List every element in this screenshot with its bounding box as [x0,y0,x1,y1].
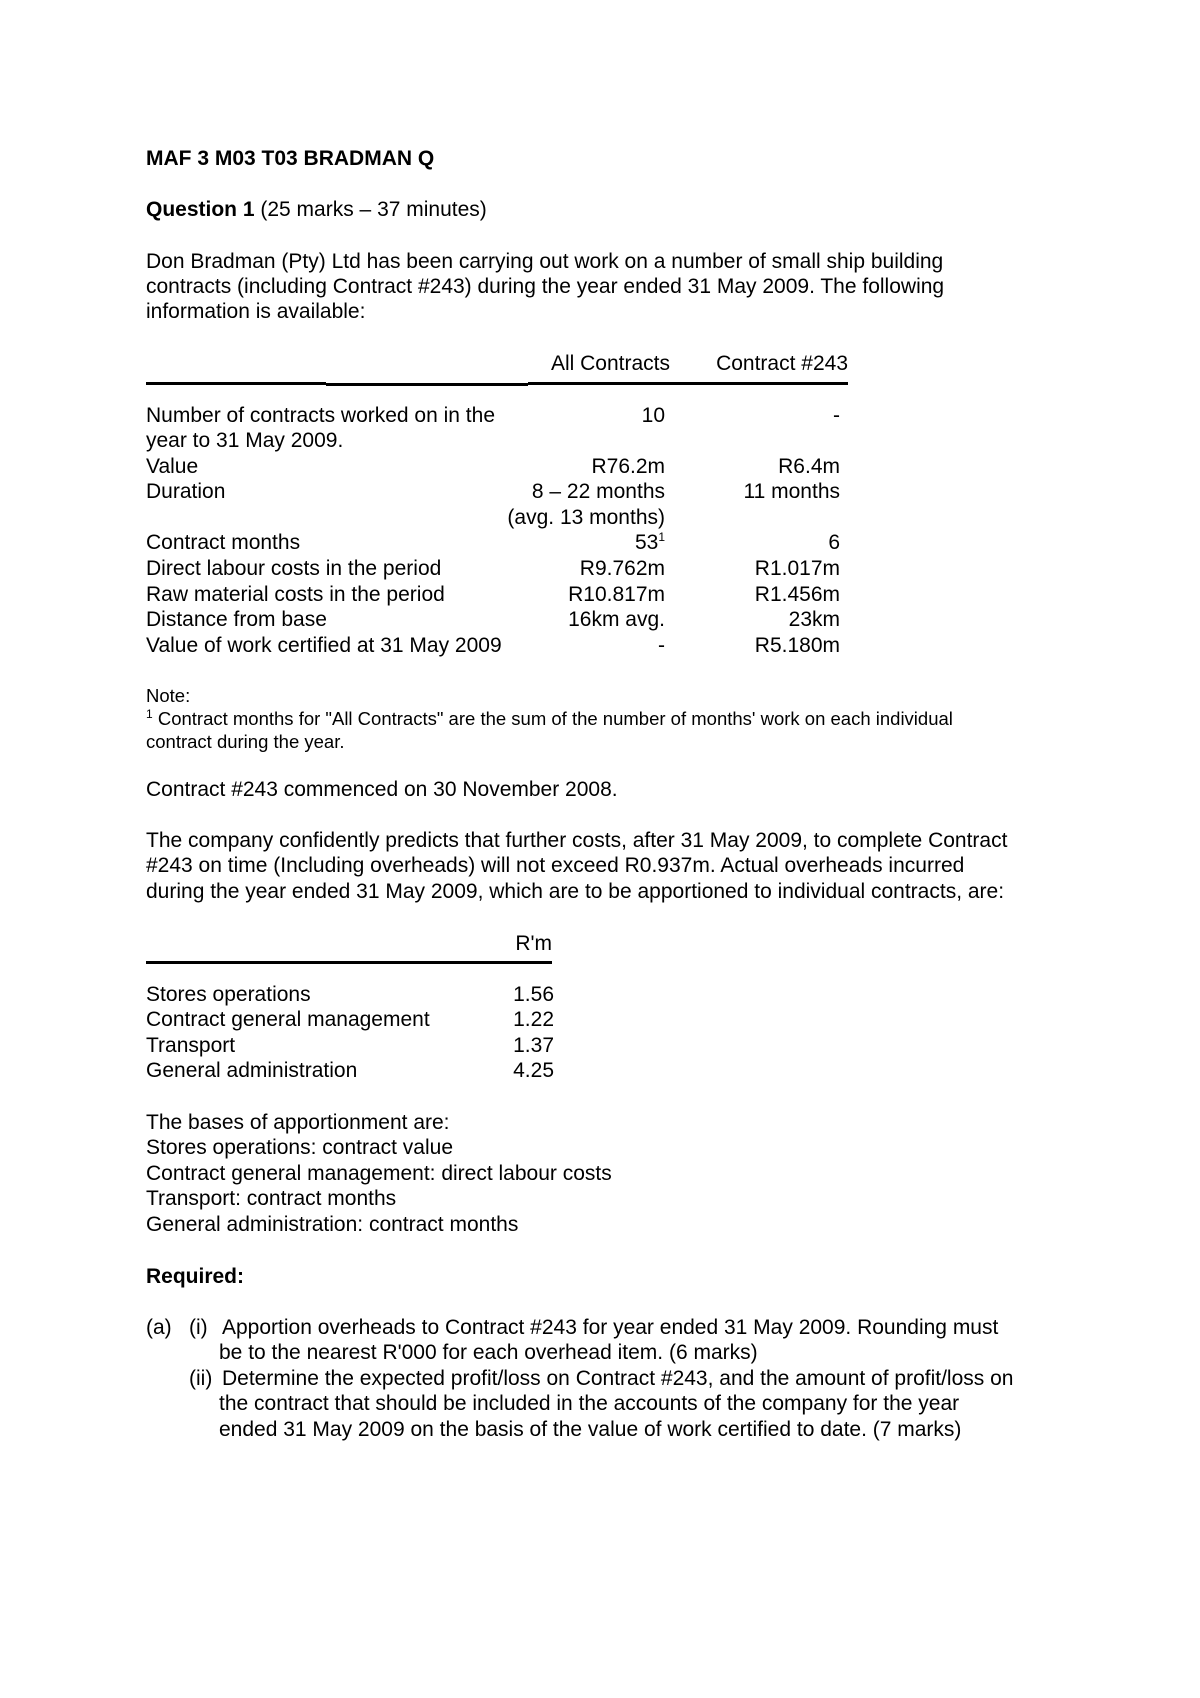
part-i-line-2: be to the nearest R'000 for each overhead item. (6 marks) [219,1341,758,1364]
cell-243: R1.017m [754,557,840,580]
part-ii-line-3: ended 31 May 2009 on the basis of the value of work certified to date. (7 marks) [219,1418,962,1441]
part-ii-label: (ii) [189,1367,213,1390]
part-a-label: (a) [146,1316,172,1339]
overheads-header: R'm [515,932,552,955]
note-text: Contract months for "All Contracts" are the sum of the number of months' work on each individual [152,708,953,729]
row-label: Distance from base [146,608,327,631]
row-label: Raw material costs in the period [146,583,445,606]
cell-all: R76.2m [591,455,665,478]
col-header-all-contracts: All Contracts [550,352,670,375]
cell-all: 16km avg. [568,608,665,631]
row-value: 4.25 [513,1059,554,1082]
part-i-line-1: Apportion overheads to Contract #243 for year ended 31 May 2009. Rounding must [222,1316,999,1339]
note-sup: 1 [146,706,153,721]
note-line-2: contract during the year. [146,731,345,752]
cell-all-value: 53 [634,531,659,554]
overheads-header-rule [146,961,552,964]
row-label-cont: year to 31 May 2009. [146,429,344,452]
row-label: General administration [146,1059,358,1082]
cell-all: 8 – 22 months [531,480,665,503]
row-label: Direct labour costs in the period [146,557,442,580]
cell-all: R10.817m [568,583,665,606]
predicts-line-3: during the year ended 31 May 2009, which are to be apportioned to individual contracts, are: [146,880,1005,903]
row-value: 1.37 [513,1034,554,1057]
question-meta: (25 marks – 37 minutes) [254,198,487,221]
row-label: Duration [146,480,226,503]
intro-line-3: information is available: [146,300,366,323]
cell-243: R6.4m [778,455,840,478]
row-label: Contract general management [146,1008,430,1031]
cell-all [460,530,665,555]
row-label: Contract months [146,531,301,554]
cell-243: 6 [828,531,840,554]
cell-243: - [833,404,840,427]
cell-all: - [658,634,665,657]
part-i-label: (i) [189,1316,208,1339]
row-label: Number of contracts worked on in the [146,404,496,427]
question-heading [146,197,487,222]
part-ii-line-1: Determine the expected profit/loss on Contract #243, and the amount of profit/loss on [222,1367,1014,1390]
table-header-rule-1 [146,382,326,385]
cell-all: R9.762m [579,557,665,580]
note-line-1 [146,707,953,730]
table-header-rule-3 [528,382,848,385]
bases-line-2: Stores operations: contract value [146,1136,454,1159]
cell-243: 11 months [743,480,840,503]
bases-line-4: Transport: contract months [146,1187,397,1210]
part-ii-line-2: the contract that should be included in the accounts of the company for the year [219,1392,960,1415]
row-label: Value of work certified at 31 May 2009 [146,634,502,657]
bases-line-1: The bases of apportionment are: [146,1111,450,1134]
cell-243: R1.456m [754,583,840,606]
bases-line-5: General administration: contract months [146,1213,519,1236]
col-header-contract-243: Contract #243 [716,352,848,375]
row-label: Value [146,455,199,478]
row-value: 1.22 [513,1008,554,1031]
document-title: MAF 3 M03 T03 BRADMAN Q [146,147,435,170]
commenced-paragraph: Contract #243 commenced on 30 November 2008. [146,778,618,801]
cell-243: R5.180m [754,634,840,657]
question-label: Question 1 [146,198,255,221]
cell-all: 10 [641,404,665,427]
intro-line-2: contracts (including Contract #243) during the year ended 31 May 2009. The following [146,275,945,298]
predicts-line-1: The company confidently predicts that further costs, after 31 May 2009, to complete Contract [146,829,1008,852]
required-heading: Required: [146,1265,245,1288]
cell-243: 23km [788,608,840,631]
predicts-line-2: #243 on time (Including overheads) will not exceed R0.937m. Actual overheads incurred [146,854,965,877]
bases-line-3: Contract general management: direct labour costs [146,1162,612,1185]
footnote-ref: 1 [658,530,665,544]
row-value: 1.56 [513,983,554,1006]
cell-all-cont: (avg. 13 months) [507,506,665,529]
note-label: Note: [146,685,191,706]
intro-line-1: Don Bradman (Pty) Ltd has been carrying out work on a number of small ship building [146,250,944,273]
table-header-rule-2 [326,383,528,386]
row-label: Transport [146,1034,236,1057]
row-label: Stores operations [146,983,311,1006]
